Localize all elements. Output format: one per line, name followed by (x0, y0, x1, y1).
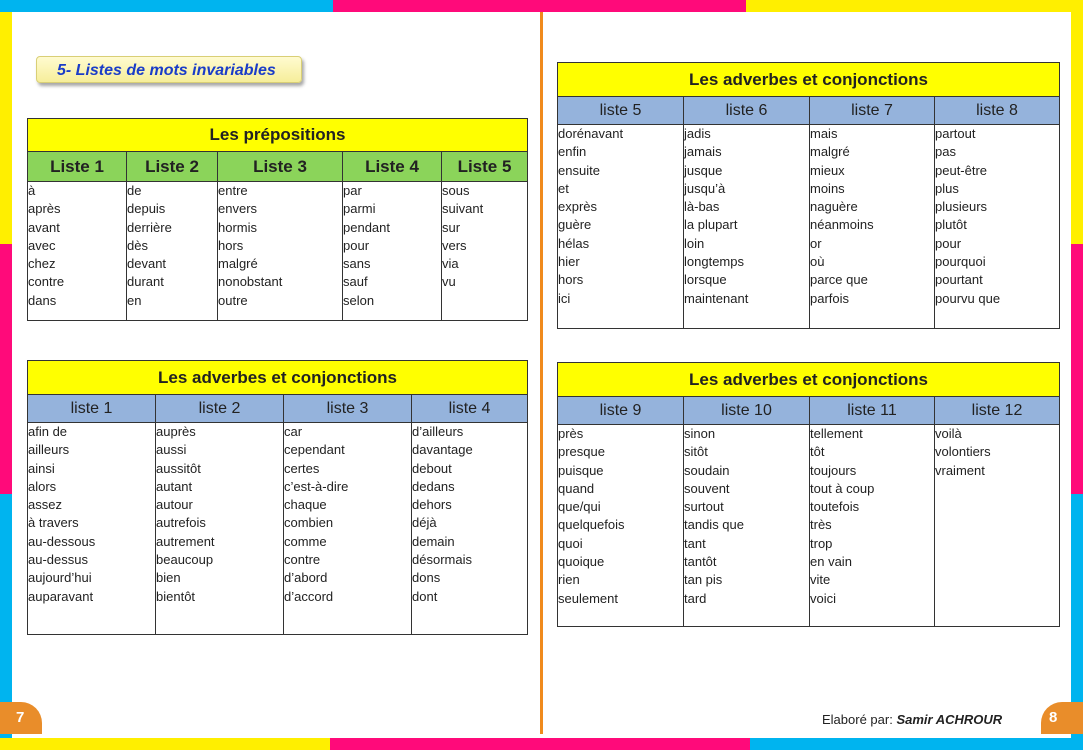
word-item: sans (343, 256, 371, 272)
column-header: liste 5 (558, 97, 684, 125)
border-top-magenta (333, 0, 746, 12)
column-header: Liste 5 (442, 152, 528, 182)
word-item: longtemps (684, 254, 744, 270)
word-list (684, 125, 810, 329)
word-item: nonobstant (218, 274, 283, 290)
word-item: vraiment (935, 462, 985, 478)
word-item: avec (28, 237, 56, 253)
word-item: aussitôt (156, 460, 201, 476)
column-header: Liste 3 (218, 152, 343, 182)
word-item: trop (810, 535, 833, 551)
word-item: moins (810, 180, 845, 196)
word-item: quelquefois (558, 517, 625, 533)
word-item: aussi (156, 442, 187, 458)
word-item: presque (558, 444, 605, 460)
word-list (558, 125, 684, 329)
word-item: pourquoi (935, 254, 986, 270)
word-item: devant (127, 256, 167, 272)
word-item: hormis (218, 219, 258, 235)
word-item: d’ailleurs (412, 424, 464, 439)
word-item: en (127, 292, 142, 308)
word-item: tellement (810, 426, 863, 441)
word-item: peut-être (935, 162, 988, 178)
border-top-yellow (746, 0, 1083, 12)
word-item: vu (442, 274, 456, 290)
word-item: tan pis (684, 572, 723, 588)
column-header: liste 1 (28, 395, 156, 423)
word-item: autrefois (156, 515, 206, 531)
word-item: par (343, 183, 362, 198)
word-item: comme (284, 533, 327, 549)
word-item: vite (810, 572, 831, 588)
word-item: tout à coup (810, 480, 875, 496)
border-left-magenta (0, 244, 12, 494)
adverbs-table-2-title: Les adverbes et conjonctions (558, 63, 1060, 97)
word-item: hors (218, 237, 244, 253)
column-header: liste 9 (558, 397, 684, 425)
word-item: beaucoup (156, 552, 214, 568)
word-item: de (127, 183, 142, 198)
word-item: plus (935, 180, 959, 196)
word-list (684, 425, 810, 627)
column-header: liste 6 (684, 97, 810, 125)
adverbs-table-2 (557, 62, 1060, 329)
word-item: auparavant (28, 588, 94, 604)
word-item: debout (412, 460, 452, 476)
word-item: ici (558, 290, 571, 306)
word-item: maintenant (684, 290, 749, 306)
word-item: dont (412, 588, 438, 604)
word-item: guère (558, 217, 592, 233)
word-item: dehors (412, 497, 452, 513)
footer-credit (822, 712, 1002, 727)
border-top-cyan (0, 0, 333, 12)
word-item: jusqu’à (684, 180, 726, 196)
column-header: liste 12 (935, 397, 1060, 425)
word-item: lorsque (684, 272, 727, 288)
word-item: bien (156, 570, 181, 586)
word-item: désormais (412, 552, 472, 568)
column-header: liste 8 (935, 97, 1060, 125)
word-item: chaque (284, 497, 327, 513)
word-item: tant (684, 535, 706, 551)
word-item: hélas (558, 235, 590, 251)
word-list (810, 425, 935, 627)
word-item: exprès (558, 199, 598, 215)
word-item: entre (218, 183, 248, 198)
section-title: 5- Listes de mots invariables (36, 56, 302, 83)
word-item: tandis que (684, 517, 744, 533)
word-item: mieux (810, 162, 845, 178)
word-item: sur (442, 219, 461, 235)
word-item: avant (28, 219, 60, 235)
word-item: à (28, 183, 36, 198)
word-item: parmi (343, 201, 376, 217)
word-item: chez (28, 256, 56, 272)
footer-author: Samir ACHROUR (896, 712, 1003, 727)
word-item: selon (343, 292, 375, 308)
word-item: derrière (127, 219, 172, 235)
word-item: quoique (558, 554, 605, 570)
word-item: pour (343, 237, 370, 253)
word-item: quand (558, 480, 595, 496)
word-item: pas (935, 144, 956, 160)
footer-label: Elaboré par: (822, 712, 893, 727)
word-item: suivant (442, 201, 484, 217)
word-item: quoi (558, 535, 583, 551)
word-item: auprès (156, 424, 196, 439)
word-item: déjà (412, 515, 437, 531)
word-item: pendant (343, 219, 390, 235)
word-item: d’accord (284, 588, 334, 604)
column-header: liste 7 (810, 97, 935, 125)
word-item: assez (28, 497, 62, 513)
border-right-yellow (1071, 12, 1083, 244)
word-item: dans (28, 292, 57, 308)
word-item: là-bas (684, 199, 720, 215)
column-header: liste 2 (156, 395, 284, 423)
word-item: aujourd’hui (28, 570, 92, 586)
word-item: souvent (684, 480, 730, 496)
word-item: néanmoins (810, 217, 874, 233)
column-header: liste 11 (810, 397, 935, 425)
word-item: hors (558, 272, 584, 288)
word-list (935, 425, 1060, 627)
word-item: tantôt (684, 554, 717, 570)
word-item: que/qui (558, 499, 601, 515)
word-item: dorénavant (558, 126, 624, 141)
word-item: mais (810, 126, 838, 141)
word-item: bientôt (156, 588, 196, 604)
word-item: sitôt (684, 444, 708, 460)
word-item: sauf (343, 274, 368, 290)
word-item: puisque (558, 462, 604, 478)
word-list (127, 182, 218, 321)
prepositions-table (27, 118, 528, 321)
word-item: surtout (684, 499, 724, 515)
word-item: toujours (810, 462, 857, 478)
word-item: pour (935, 235, 962, 251)
border-right-magenta (1071, 244, 1083, 494)
word-list (810, 125, 935, 329)
word-item: autant (156, 478, 193, 494)
word-item: près (558, 426, 584, 441)
word-list (284, 423, 412, 635)
word-item: contre (284, 552, 321, 568)
word-item: pourtant (935, 272, 983, 288)
column-header: liste 10 (684, 397, 810, 425)
adverbs-table-1-title: Les adverbes et conjonctions (28, 361, 528, 395)
adverbs-table-1 (27, 360, 528, 635)
word-item: via (442, 256, 459, 272)
word-item: plutôt (935, 217, 967, 233)
word-item: ensuite (558, 162, 600, 178)
page-number-left: 7 (0, 702, 42, 734)
word-item: contre (28, 274, 65, 290)
word-item: au-dessous (28, 533, 96, 549)
border-bottom-cyan (750, 738, 1083, 750)
page-divider (540, 12, 543, 734)
border-left-yellow (0, 12, 12, 244)
word-item: jamais (684, 144, 722, 160)
adverbs-table-3-title: Les adverbes et conjonctions (558, 363, 1060, 397)
word-item: en vain (810, 554, 852, 570)
word-list (156, 423, 284, 635)
word-item: enfin (558, 144, 587, 160)
word-list (28, 182, 127, 321)
column-header: liste 3 (284, 395, 412, 423)
word-item: dons (412, 570, 441, 586)
word-list (28, 423, 156, 635)
word-item: volontiers (935, 444, 991, 460)
word-item: jadis (684, 126, 711, 141)
word-list (935, 125, 1060, 329)
word-item: très (810, 517, 832, 533)
word-item: jusque (684, 162, 723, 178)
word-item: seulement (558, 590, 618, 606)
word-item: car (284, 424, 303, 439)
word-item: parfois (810, 290, 850, 306)
word-list (558, 425, 684, 627)
word-item: durant (127, 274, 164, 290)
word-item: depuis (127, 201, 166, 217)
word-item: dès (127, 237, 148, 253)
word-item: et (558, 180, 569, 196)
word-item: hier (558, 254, 580, 270)
word-item: alors (28, 478, 57, 494)
prepositions-title: Les prépositions (28, 119, 528, 152)
column-header: Liste 1 (28, 152, 127, 182)
border-bottom-magenta (330, 738, 750, 750)
word-item: certes (284, 460, 320, 476)
word-item: autour (156, 497, 193, 513)
word-item: autrement (156, 533, 215, 549)
column-header: Liste 2 (127, 152, 218, 182)
word-item: outre (218, 292, 248, 308)
word-item: partout (935, 126, 976, 141)
word-item: dedans (412, 478, 455, 494)
word-list (412, 423, 528, 635)
column-header: Liste 4 (343, 152, 442, 182)
word-item: où (810, 254, 825, 270)
word-item: tôt (810, 444, 825, 460)
word-item: sinon (684, 426, 716, 441)
word-item: davantage (412, 442, 473, 458)
word-item: au-dessus (28, 552, 88, 568)
word-item: ainsi (28, 460, 55, 476)
word-item: demain (412, 533, 455, 549)
word-item: parce que (810, 272, 868, 288)
word-item: combien (284, 515, 334, 531)
border-bottom-yellow (0, 738, 330, 750)
word-list (218, 182, 343, 321)
word-item: voilà (935, 426, 962, 441)
word-item: plusieurs (935, 199, 988, 215)
word-item: rien (558, 572, 580, 588)
word-item: voici (810, 590, 837, 606)
word-item: malgré (810, 144, 850, 160)
word-item: sous (442, 183, 470, 198)
word-item: ailleurs (28, 442, 70, 458)
word-list (343, 182, 442, 321)
word-item: pourvu que (935, 290, 1001, 306)
adverbs-table-3 (557, 362, 1060, 627)
word-item: d’abord (284, 570, 328, 586)
word-item: à travers (28, 515, 79, 531)
word-item: malgré (218, 256, 258, 272)
word-item: vers (442, 237, 467, 253)
word-item: naguère (810, 199, 858, 215)
word-item: or (810, 235, 822, 251)
word-item: loin (684, 235, 705, 251)
word-item: c’est-à-dire (284, 478, 349, 494)
word-item: toutefois (810, 499, 860, 515)
word-item: cependant (284, 442, 345, 458)
word-item: tard (684, 590, 707, 606)
word-item: soudain (684, 462, 730, 478)
word-item: la plupart (684, 217, 738, 233)
word-item: afin de (28, 424, 68, 439)
word-item: après (28, 201, 61, 217)
column-header: liste 4 (412, 395, 528, 423)
page-number-right: 8 (1041, 702, 1083, 734)
word-list (442, 182, 528, 321)
word-item: envers (218, 201, 258, 217)
